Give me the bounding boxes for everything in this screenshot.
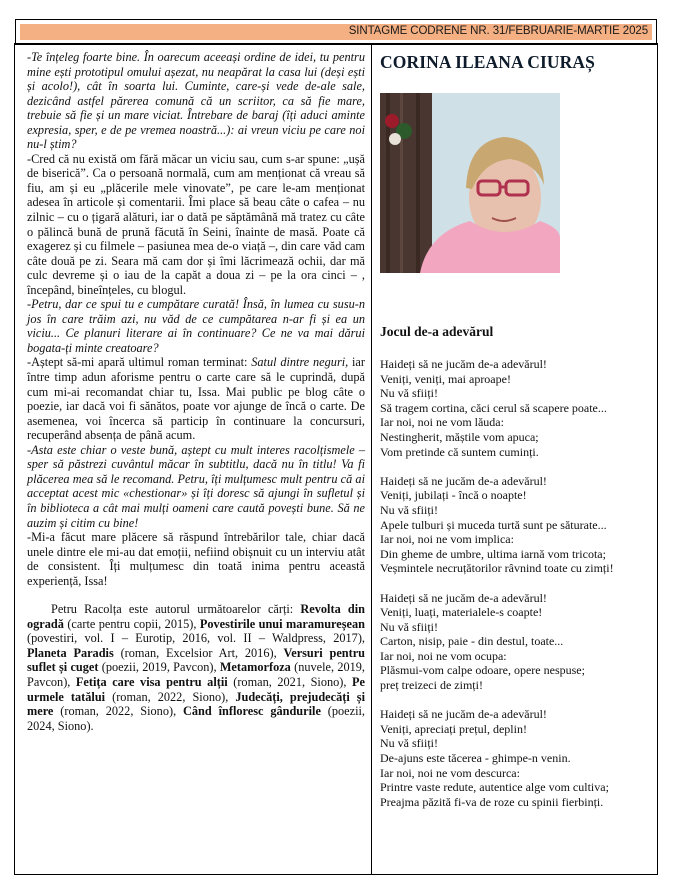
poem-line: Carton, nisip, paie - din destul, toate...: [380, 634, 564, 649]
book-title: Când înfloresc gândurile: [183, 704, 321, 719]
interview-answer-1: -Cred că nu există om fără măcar un viciu sau, cum s-ar spune: „ușă de biserică”. Ca o persoană normală, cum am menționat că vreau să fiu, am și eu „plăcerile mele vinovate”, pe care le-am menționat adesea în articole și comentarii. Îmi place să beau câte o cafea – nu zilnic – cu o țigară alături, iar o dată pe săptămână mă tratez cu câte o pălincă bună de prună făcută în Seini, înainte de masă. Poate că exagerez și cu filmele – pasiunea mea de-o viață –, din care văd cam câte două pe zi. Seara mă cam dor și îmi lăcrimează ochii, dar mă culc devreme și o iau de la capăt a doua zi – pe la ora cinci – , începând, bineînțeles, cu blogul.: [27, 151, 365, 297]
interview-question-1: -Te înțeleg foarte bine. În oarecum aceeași ordine de idei, tu pentru mine ești prototipul omului așezat, nu neapărat la casa lui (deși ești și acolo!), cât în soarta lui. Cuminte, care-și vede de-ale sale, dezicând astfel părerea comună că un scriitor, ca să fie mare, trebuie să fie și un mare viciat. Întrebare de baraj (îți aduci aminte expresia, sper, e de pe vremea noastră...): ai vreun viciu pe care noi nu-l știm?: [27, 50, 365, 152]
poem-line: Iar noi, noi ne vom ocupa:: [380, 648, 507, 663]
poem-stanza: [380, 474, 614, 576]
interview-question-2: -Petru, dar ce spui tu e cumpătare curată! Însă, în lumea cu susu-n jos în care trăim azi, nu văd de ce cumpătarea n-ar fi și ea un viciu... Ce planuri literare ai în continuare? Ce ne va mai dărui bogata-ți minte creatoare?: [27, 297, 365, 355]
poem-line: Din gheme de umbre, ultima iarnă vom tricota;: [380, 546, 606, 561]
poem-line: Plăsmui-vom calpe odoare, opere nespuse;: [380, 663, 585, 678]
book-title: Judecăți, prejudecăți și mere: [27, 689, 365, 719]
poem-line: Veniți, apreciați prețul, deplin!: [380, 721, 527, 736]
book-title: Versuri pentru suflet și cuget: [27, 645, 366, 675]
page-header: [15, 19, 657, 43]
poem-line: Haideți să ne jucăm de-a adevărul!: [380, 473, 547, 488]
poem-line: Nu vă sfiiți!: [380, 619, 438, 634]
poem-line: Nestingherit, măștile vom apuca;: [380, 429, 539, 444]
poem-line: Haideți să ne jucăm de-a adevărul!: [380, 707, 547, 722]
poem-line: Nu vă sfiiți!: [380, 502, 438, 517]
poem-title: Jocul de-a adevărul: [380, 324, 494, 339]
page-body: [14, 43, 658, 875]
poem-line: Nu vă sfiiți!: [380, 736, 438, 751]
book-title: Metamorfoza: [219, 660, 291, 675]
publication-title: SINTAGME CODRENE NR. 31/FEBRUARIE-MARTIE 2025: [348, 25, 648, 37]
poem-line: Haideți să ne jucăm de-a adevărul!: [380, 590, 547, 605]
poem-line: Veșmintele necruțătorilor râvnind toate cu zimți!: [380, 561, 614, 576]
interview-answer-3: -Mi-a făcut mare plăcere să răspund întrebărilor tale, chiar dacă unele dintre ele mi-au dat emoții, nefiind obișnuit cu un interviu atât de consistent. Îți mulțumesc din toată inima pentru această experiență, Issa!: [27, 530, 365, 588]
poem-line: Veniți, jubilați - încă o noapte!: [380, 488, 527, 503]
poem-stanza: [380, 357, 614, 459]
spacer: [27, 588, 365, 602]
poem-line: Iar noi, noi ne vom descurca:: [380, 765, 520, 780]
poem-stanza: [380, 707, 614, 809]
poem-line: Iar noi, noi ne vom implica:: [380, 532, 514, 547]
poem-body: [380, 357, 614, 824]
poem-line: Veniți, veniți, mai aproape!: [380, 371, 511, 386]
poem-line: Să tragem cortina, căci cerul să scapere poate...: [380, 400, 607, 415]
poem-column: [380, 50, 650, 809]
poem-line: Veniți, luați, materialele-s coapte!: [380, 605, 543, 620]
author-name: CORINA ILEANA CIURAȘ: [380, 52, 595, 72]
book-title: Fetița care visa pentru alții: [75, 674, 228, 689]
poem-line: Preajma păzită fi-va de roze cu spinii fierbinți.: [380, 794, 604, 809]
poem-line: preț treizeci de zimți!: [380, 678, 483, 693]
poem-line: Printre vaste redute, autentice alge vom cultiva;: [380, 780, 609, 795]
portrait-image: [380, 93, 560, 273]
poem-line: Apele tulburi și muceda turtă sunt pe săturate...: [380, 517, 607, 532]
poem-line: Vom pretinde că suntem cuminți.: [380, 444, 539, 459]
book-title: Pe urmele tatălui: [27, 674, 366, 704]
interview-question-3: -Asta este chiar o veste bună, aștept cu mult interes racolțismele – sper să păstrezi cuvântul măcar în subtitlu, dacă nu în titlu! Va fi plăcerea mea să le recomand. Petru, îți mulțumesc mult pentru că ai acceptat acest mic «chestionar» și îți doresc să ajungi în sufletul și în biblioteca a cât mai mulți oameni care caută povești bune. Să ne auzim și citim cu bine!: [27, 442, 365, 530]
novel-title: Satul dintre neguri,: [251, 355, 349, 370]
author-photo: [380, 93, 560, 273]
header-band: [20, 24, 652, 40]
interview-answer-2: -Aștept să-mi apară ultimul roman terminat: Satul dintre neguri, iar între timp adun aforisme pentru o carte care să le cuprindă, după cum mi-ai recomandat chiar tu, Issa. Mai public pe blog câte o poezie, iar dacă voi fi sănătos, poate vor ajunge de încă o carte. De asemenea, voi încerca să particip în continuare la concursuri, recuperând absența de până acum.: [27, 355, 365, 443]
book-title: Planeta Paradis: [27, 645, 114, 660]
poem-line: Haideți să ne jucăm de-a adevărul!: [380, 357, 547, 371]
book-title: Povestirile unui maramureșean: [199, 616, 365, 631]
column-divider: [371, 45, 372, 874]
poem-line: Iar noi, noi ne vom lăuda:: [380, 415, 504, 430]
poem-line: Nu vă sfiiți!: [380, 386, 438, 401]
book-title: Revolta din ogradă: [27, 602, 366, 631]
poem-line: De-ajuns este tăcerea - ghimpe-n venin.: [380, 751, 571, 766]
author-bio: Petru Racolța este autorul următoarelor cărți: Revolta din ogradă (carte pentru copii, 2015), Povestirile unui maramureșean (povestiri, vol. I – Eurotip, 2016, vol. II – Waldpress, 2017), Planeta Paradis (roman, Excelsior Art, 2016), Versuri pentru suflet și cuget (poezii, 2019, Pavcon), Metamorfoza (nuvele, 2019, Pavcon), Fetița care visa pentru alții (roman, 2021, Siono), Pe urmele tatălui (roman, 2022, Siono), Judecăți, prejudecăți și mere (roman, 2022, Siono), Când înfloresc gândurile (poezii, 2024, Siono).: [27, 602, 366, 733]
interview-column: [27, 50, 365, 733]
poem-stanza: [380, 591, 614, 693]
